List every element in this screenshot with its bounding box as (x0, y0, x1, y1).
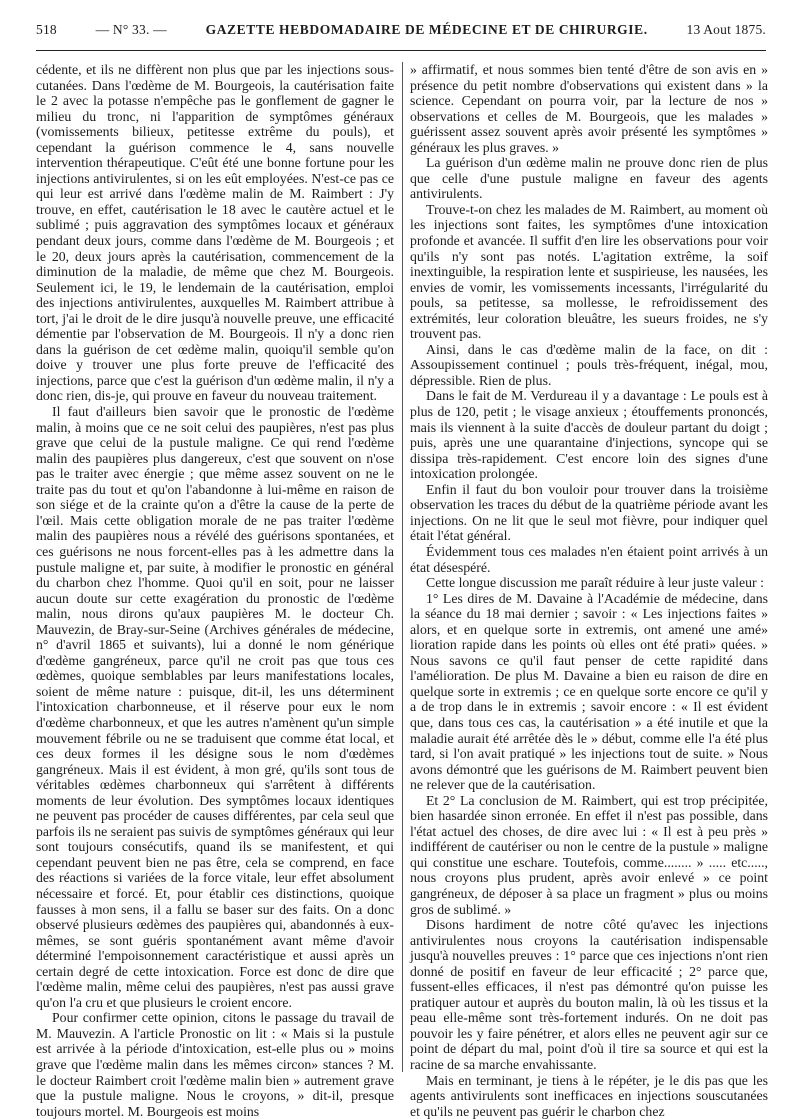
paragraph: La guérison d'un œdème malin ne prouve donc rien de plus que celle d'une pustule maligne en faveur des agents antivirulents. (410, 155, 768, 202)
issue-number: — N° 33. — (95, 22, 167, 37)
paragraph: Évidemment tous ces malades n'en étaient point arrivés à un état désespéré. (410, 543, 768, 575)
paragraph: Et 2° La conclusion de M. Raimbert, qui est trop précipitée, bien hasardée sinon erronée. En effet il n'est pas possible, dans l'état actuel des choses, de dire avec lui : « Il est à peu près » indifférent de cautériser ou non le centre de la pustule » maligne qui constitue une eschare. Toutefois, comme........ » ..... etc....., nous croyons plus prudent, après avoir enlevé » ce point gangréneux, de déposer à sa place un fragment » plus ou moins gros de sublimé. » (410, 792, 768, 917)
paragraph: Il faut d'ailleurs bien savoir que le pronostic de l'œdème malin, à moins que ce ne soit celui des paupières, n'est pas plus grave que celui de la pustule maligne. Ce qui rend l'œdème malin des paupières plus dangereux, c'est que souvent on n'ose pas le traiter avec énergie ; que même assez souvent on ne le traite pas du tout et qu'on l'abandonne à lui-même en raison de son siége et de la crainte qu'on a d'être la cause de la perte de l'œil. Mais cette obligation morale de ne pas traiter l'œdème malin des paupières nous a révélé des guérisons spontanées, et ces guérisons ne nous forcent-elles pas à les admettre dans la pustule maligne et, par suite, à modifier le pronostic en général du charbon chez l'homme. Quoi qu'il en soit, pour ne laisser aucun doute sur cette exagération du pronostic de l'œdème malin, nous dirons qu'aux paupières M. le docteur Ch. Mauvezin, de Bray-sur-Seine (Archives générales de médecine, n° d'avril 1865 et suivants), lui a donné le nom générique d'œdème gangréneux, parce qu'il ne croit pas que tous ces œdèmes, quoique semblables par leurs manifestations locales, soient de même nature : puisque, dit-il, les uns déterminent l'intoxication charbonneuse, et il réserve pour eux le nom d'œdème charbonneux, et que les autres n'amènent qu'un simple mouvement fébrile ou ne se traduisent que comme état local, et ces deux formes il les désigne sous le nom d'œdèmes gangréneux. Mais il est évident, à mon gré, qu'ils sont tous de véritables œdèmes charbonneux qui s'arrêtent à différents moments de leur évolution. Des symptômes locaux identiques ne peuvent pas procéder de causes différentes, par cela seul que parfois ils ne seraient pas suivis de symptômes généraux qui leur sont toujours consécutifs, quand ils se manifestent, et qui cependant peuvent bien ne pas être, cela se comprend, en face des réactions si variées de la force vitale, leur effet absolument nécessaire et forcé. Et, pour établir ces distinctions, quoique fausses à mon sens, il a fallu se baser sur des faits. On a donc observé plusieurs œdèmes des paupières qui, abandonnés à eux-mêmes, se sont guéris spontanément avant même d'avoir déterminé l'empoisonnement caractéristique et aussi après un certain degré de cette intoxication. Force est donc de dire que l'œdème malin, même celui des paupières, n'est pas aussi grave qu'on l'a cru et que plusieurs le croient encore. (36, 404, 394, 1010)
paragraph: Cette longue discussion me paraît réduire à leur juste valeur : (426, 575, 764, 591)
left-column (36, 62, 394, 1119)
paragraph: Dans le fait de M. Verdureau il y a davantage : Le pouls est à plus de 120, petit ; le visage anxieux ; étouffements prononcés, mais ils viennent à la suite d'accès de douleur partant du doigt ; puis, après une une quarantaine d'injections, syncope qui se dissipa très-rapidement. C'est encore loin des signes d'une intoxication prolongée. (410, 388, 768, 482)
right-column (410, 62, 768, 1119)
paragraph: Trouve-t-on chez les malades de M. Raimbert, au moment où les injections sont faites, les symptômes d'une intoxication profonde et avancée. Il suffit d'en lire les observations pour voir qu'ils n'y sont pas notés. L'agitation extrême, la soif inextinguible, la respiration lente et suspirieuse, les nausées, les envies de vomir, les vomissements incessants, l'irrégularité du pouls, sa petitesse, sa mollesse, le refroidissement des extrémités, leur coloration bleuâtre, les sueurs froides, ne s'y trouvent pas. (410, 201, 768, 342)
journal-title: GAZETTE HEBDOMADAIRE DE MÉDECINE ET DE CHIRURGIE. (205, 22, 648, 37)
paragraph: » affirmatif, et nous sommes bien tenté d'être de son avis en » présence du petit nombre d'observations qui existent dans » la science. Cependant on pourra voir, par la lecture de nos » observations et celles de M. Bourgeois, que les malades » guérissent assez souvent après avoir présenté les symptômes » généraux les plus graves. » (410, 62, 768, 155)
page-number: 518 (36, 22, 57, 37)
paragraph: cédente, et ils ne diffèrent non plus que par les injections sous-cutanées. Dans l'œdème de M. Bourgeois, la cautérisation faite le 2 avec la potasse n'empêche pas le gonflement de gagner le milieu du tronc, ni l'apparition de symptômes généraux (vomissements bilieux, petitesse extrême du pouls), et cependant la guérison commence le 4, sans nouvelle intervention thérapeutique. C'eût été une bonne fortune pour les injections antivirulentes, si on les eût employées. N'est-ce pas ce qui leur est arrivé dans l'œdème malin de M. Raimbert : J'y trouve, en effet, cautérisation le 18 avec le cautère actuel et le sublimé ; puis aggravation des symptômes locaux et généraux pendant deux jours, comme dans l'œdème de M. Bourgeois ; et le 20, deux jours après la cautérisation, commencement de la diminution de la maladie, de même que chez M. Bourgeois. Seulement ici, le 19, le lendemain de la cautérisation, emploi des injections antivirulentes, auxquelles M. Raimbert attribue à tort, j'ai le droit de le dire jusqu'à nouvelle preuve, une efficacité démentie par l'observation de M. Bourgeois. Il n'y a donc rien dans la guérison de cet œdème malin, quoiqu'il semble qu'on doive y trouver une plus forte preuve de l'efficacité des injections, parce que c'est la guérison d'un œdème malin, il n'y a donc rien, dis-je, qui prouve en faveur du nouveau traitement. (36, 62, 394, 404)
paragraph: Enfin il faut du bon vouloir pour trouver dans la troisième observation les traces du début de la quatrième période avant les injections. On ne lit que le seul mot fièvre, pour indiquer quel était l'état général. (410, 481, 768, 544)
header-rule (36, 50, 766, 51)
page-header (36, 22, 766, 44)
paragraph: 1° Les dires de M. Davaine à l'Académie de médecine, dans la séance du 18 mai dernier ; savoir : « Les injections faites » alors, et en quelque sorte in extremis, ont amené une amé» lioration rapide dans les points où elles ont été prati» quées. » Nous savons ce qu'il faut penser de cette rapidité dans l'amélioration. De plus M. Davaine a bien eu raison de dire en quelque sorte in extremis ; ce en quelque sorte encore ce qu'il y a de trop dans le in extremis ; savoir encore : « Il est évident que, dans tous ces cas, la cautérisation » a été inutile et que la maladie aurait été arrêtée dès le » début, comme elle l'a été plus tard, si l'on avait pratiqué » les injections tout de suite. » Nous avons démontré que les guérisons de M. Raimbert peuvent bien ne relever que de la cautérisation. (410, 590, 768, 793)
issue-date: 13 Aout 1875. (686, 22, 766, 37)
paragraph: Pour confirmer cette opinion, citons le passage du travail de M. Mauvezin. A l'article Pronostic on lit : « Mais si la pustule est arrivée à la période d'intoxication, est-elle plus ou » moins grave que l'œdème malin dans les mêmes circon» stances ? M. le docteur Raimbert croit l'œdème malin bien » autrement grave que la pustule maligne. Nous le croyons, » dit-il, presque toujours mortel. M. Bourgeois est moins (36, 1010, 394, 1119)
column-divider (402, 62, 403, 1072)
paragraph: Disons hardiment de notre côté qu'avec les injections antivirulentes nous croyons la cautérisation indispensable jusqu'à nouvelles preuves : 1° parce que ces injections n'ont rien donné de positif en faveur de leur efficacité ; 2° parce que, fussent-elles efficaces, il n'est pas démontré qu'on puisse les pratiquer autour et auprès du bouton malin, là où les tissus et la peau elle-même sont très-fortement indurés. On ne doit pas pouvoir les y faire pénétrer, et alors elles ne peuvent agir sur ce point de départ du mal, point d'où il tire sa source et qui est la racine de sa marche envahissante. (410, 917, 768, 1072)
paragraph: Ainsi, dans le cas d'œdème malin de la face, on dit : Assoupissement continuel ; pouls très-fréquent, inégal, mou, dépressible. Rien de plus. (410, 341, 768, 388)
paragraph: Mais en terminant, je tiens à le répéter, je le dis pas que les agents antivirulents sont inefficaces en injections souscutanées et qu'ils ne peuvent pas guérir le charbon chez (410, 1072, 768, 1119)
